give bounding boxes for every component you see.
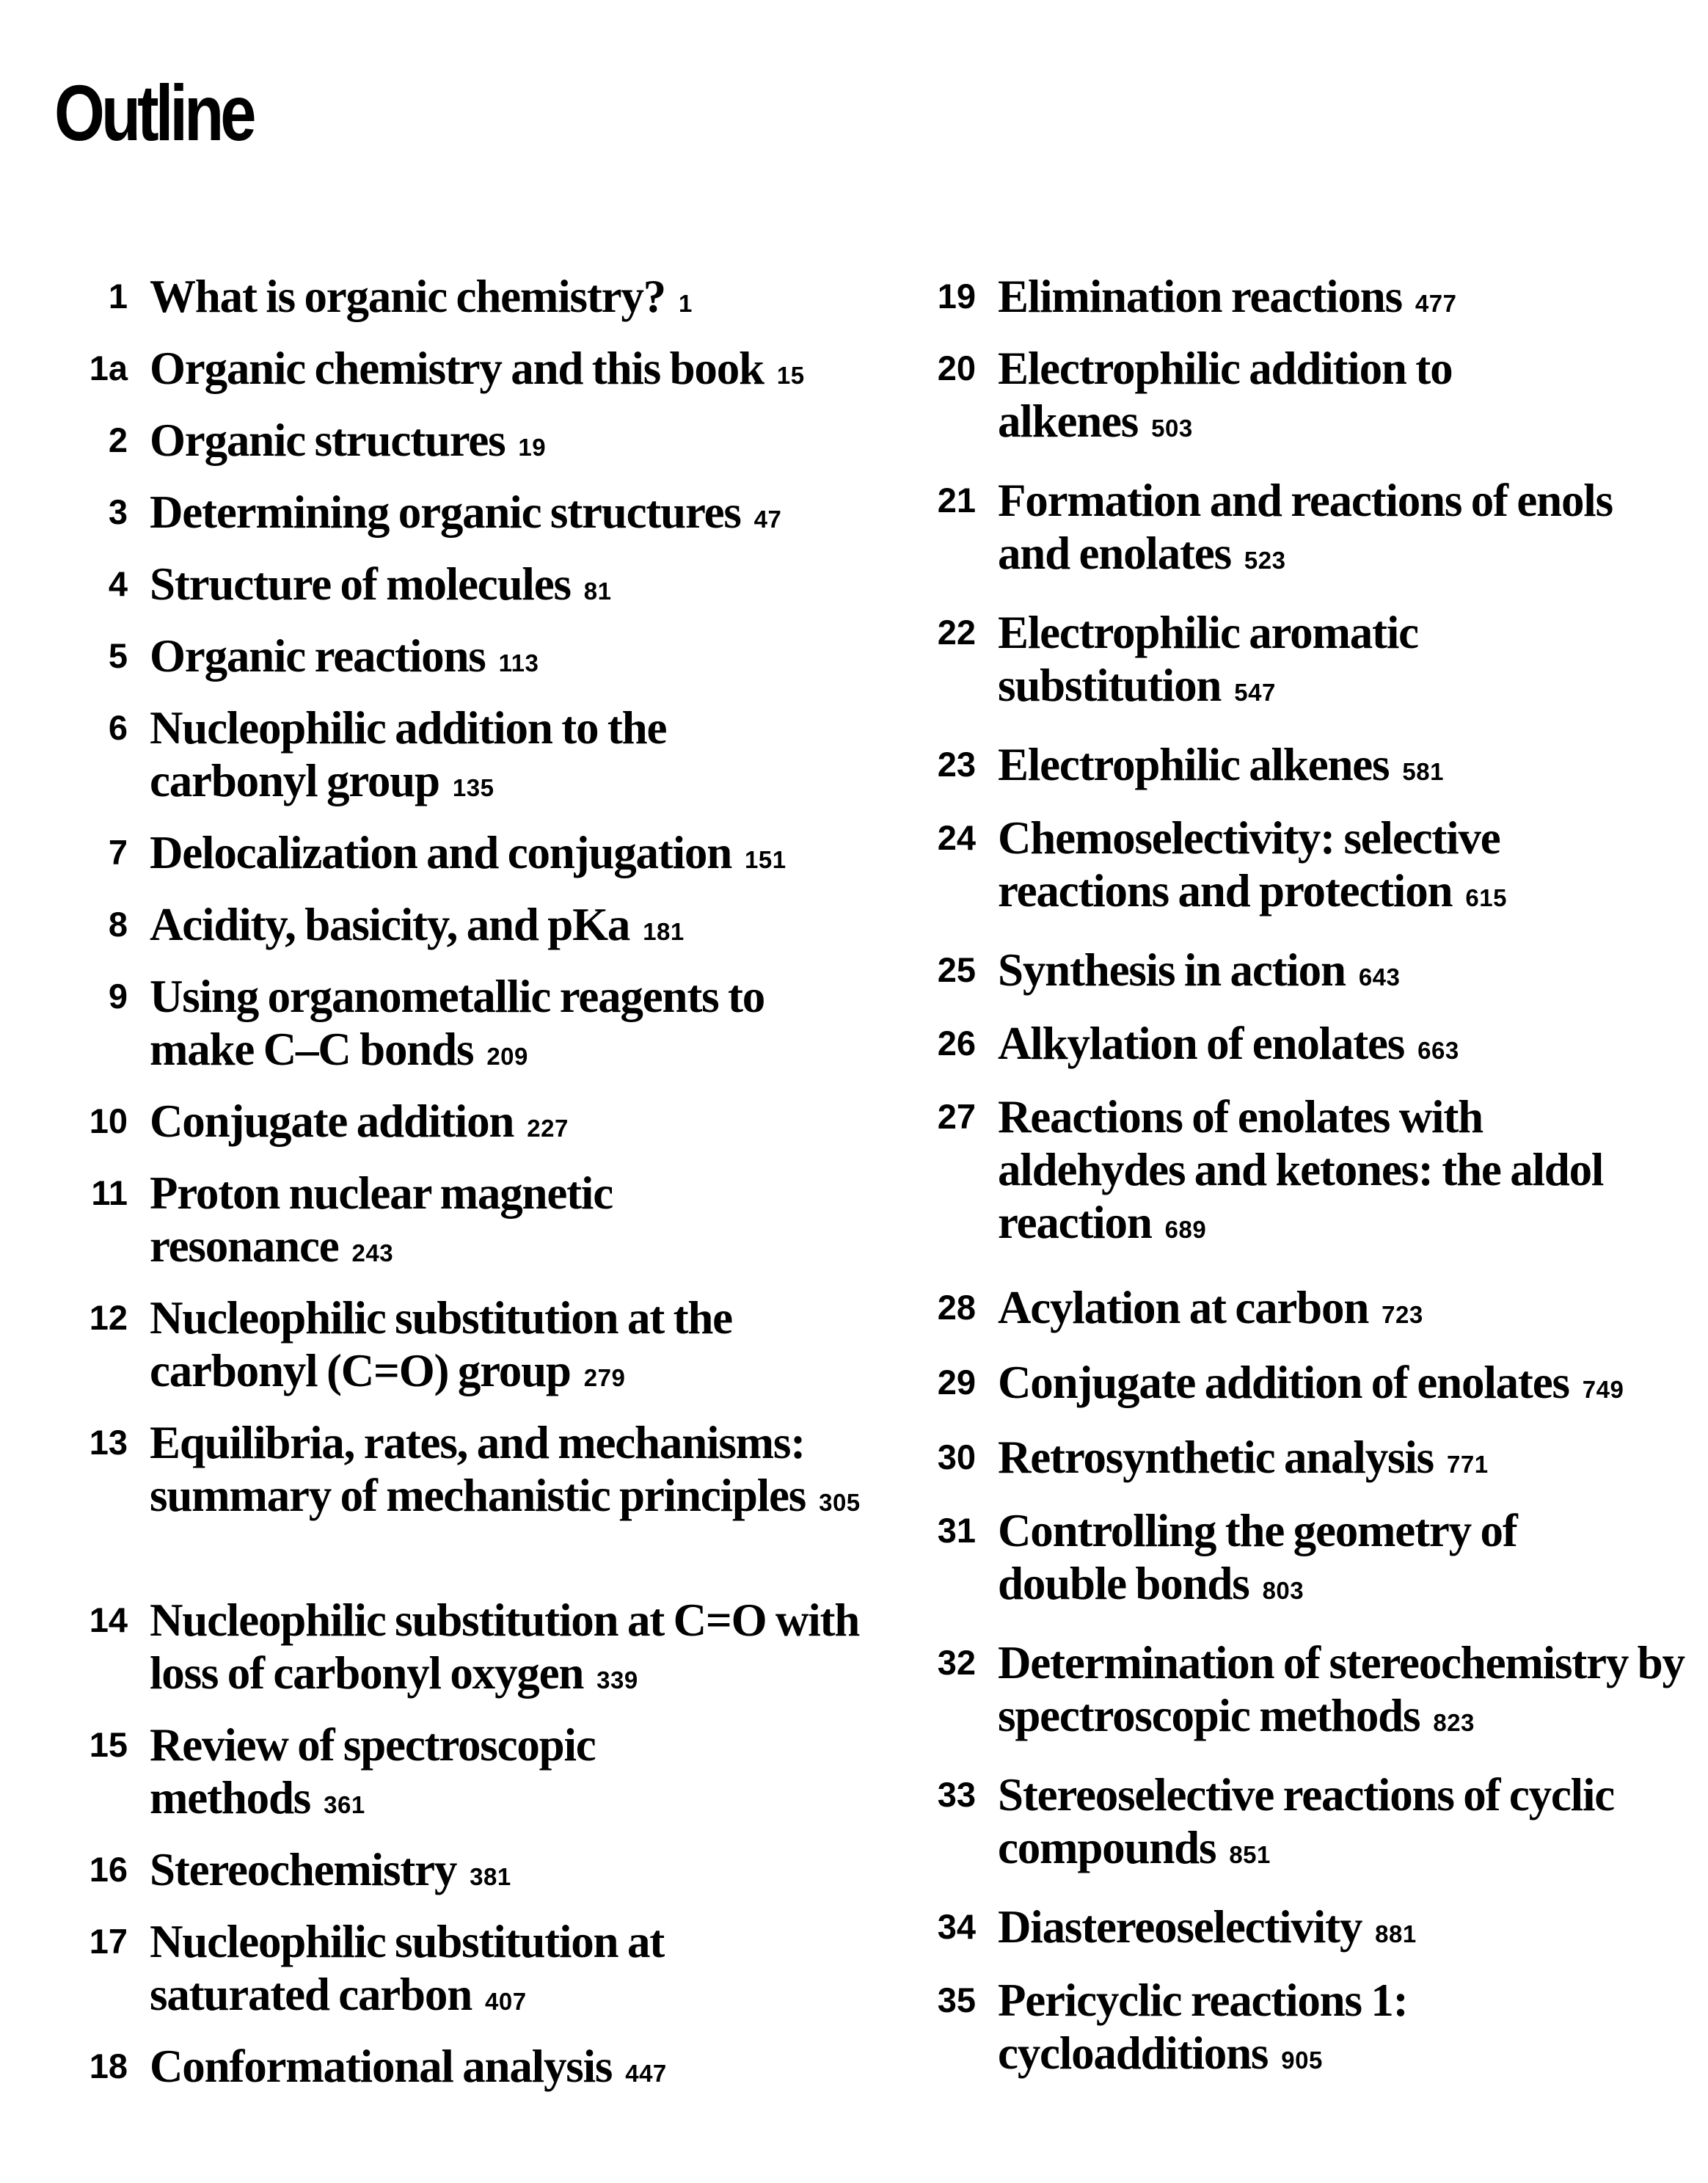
outline-entry <box>902 1974 1497 2087</box>
page-number: 643 <box>1358 963 1401 991</box>
outline-entry <box>902 1636 1708 1749</box>
outline-entry <box>54 630 891 690</box>
page-number: 113 <box>498 649 539 677</box>
chapter-number: 20 <box>937 349 976 387</box>
chapter-number: 22 <box>937 613 976 652</box>
page-title: Outline <box>54 68 253 157</box>
chapter-title-line <box>998 1090 1643 1256</box>
chapter-title: Nucleophilic addition to the carbonyl group <box>150 702 667 806</box>
chapter-title-line <box>150 1719 678 1832</box>
chapter-number: 32 <box>937 1643 976 1682</box>
chapter-title: Acylation at carbon <box>998 1282 1369 1333</box>
page-number: 381 <box>470 1863 511 1890</box>
chapter-title: Structure of molecules <box>150 558 571 610</box>
outline-entry <box>54 414 891 474</box>
chapter-title: Determining organic structures <box>150 486 741 538</box>
outline-entry <box>54 342 891 402</box>
chapter-title-line <box>998 944 1702 1004</box>
chapter-number: 25 <box>937 950 976 989</box>
page-number: 47 <box>753 506 782 533</box>
outline-entry <box>902 1281 1702 1341</box>
outline-entry <box>54 1594 883 1707</box>
chapter-title: Organic structures <box>150 415 506 466</box>
chapter-title: Conjugate addition <box>150 1096 514 1147</box>
chapter-title-line <box>998 1356 1708 1416</box>
chapter-title-line <box>150 1291 832 1404</box>
page-number: 135 <box>452 774 494 801</box>
chapter-number: 30 <box>937 1437 976 1476</box>
chapter-title-line <box>150 342 891 402</box>
chapter-number: 7 <box>108 833 128 872</box>
outline-entry <box>54 826 891 886</box>
chapter-title-line <box>998 1431 1702 1491</box>
chapter-title: Conformational analysis <box>150 2041 613 2092</box>
chapter-number: 4 <box>108 564 128 603</box>
page-number: 151 <box>745 846 787 873</box>
chapter-number: 8 <box>108 905 128 944</box>
chapter-title-line <box>150 1594 883 1707</box>
chapter-number: 28 <box>937 1288 976 1327</box>
chapter-number: 27 <box>937 1097 976 1136</box>
page-number: 615 <box>1465 884 1507 911</box>
outline-entry <box>54 1915 737 2028</box>
chapter-title: Nucleophilic substitution at the carbonyl (C=O) group <box>150 1292 732 1396</box>
chapter-title: Organic chemistry and this book <box>150 343 764 394</box>
chapter-title: Synthesis in action <box>998 944 1346 996</box>
outline-entry <box>54 898 891 958</box>
chapter-title-line <box>150 486 891 546</box>
chapter-number: 24 <box>937 818 976 857</box>
outline-entry <box>902 342 1526 455</box>
chapter-title-line <box>998 606 1497 719</box>
outline-entry <box>902 1356 1708 1416</box>
chapter-title-line <box>150 414 891 474</box>
chapter-number: 21 <box>937 481 976 520</box>
chapter-title: Pericyclic reactions 1: cycloadditions <box>998 1975 1408 2079</box>
chapter-title: Nucleophilic substitution at C=O with loss of carbonyl oxygen <box>150 1595 860 1699</box>
page-number: 361 <box>324 1791 365 1818</box>
page-number: 279 <box>583 1364 626 1391</box>
chapter-title-line <box>998 1636 1708 1749</box>
chapter-title-line <box>998 270 1702 330</box>
page-number: 803 <box>1262 1577 1304 1604</box>
chapter-number: 1 <box>108 277 128 316</box>
outline-entry <box>54 2040 891 2100</box>
chapter-number: 23 <box>937 745 976 784</box>
page-number: 305 <box>819 1489 861 1516</box>
outline-entry <box>902 270 1702 330</box>
outline-entry <box>54 701 737 814</box>
page-number: 523 <box>1244 547 1286 574</box>
chapter-title-line <box>998 342 1526 455</box>
outline-entry <box>902 1768 1702 1881</box>
page-number: 227 <box>527 1115 569 1142</box>
chapter-title-line <box>150 1843 891 1903</box>
outline-entry <box>902 1090 1643 1256</box>
outline-entry <box>902 1431 1702 1491</box>
chapter-title-line <box>998 812 1555 925</box>
chapter-title: Elimination reactions <box>998 271 1402 322</box>
page-number: 823 <box>1433 1709 1475 1736</box>
outline-entry <box>54 558 891 618</box>
page-number: 749 <box>1582 1376 1624 1403</box>
chapter-title-line <box>150 1167 722 1280</box>
chapter-title-line <box>998 1017 1702 1077</box>
chapter-title-line <box>998 738 1702 798</box>
chapter-number: 33 <box>937 1775 976 1814</box>
outline-entry <box>902 812 1555 925</box>
outline-entry <box>54 970 810 1083</box>
chapter-title-line <box>150 1095 891 1155</box>
outline-entry <box>54 1719 678 1832</box>
chapter-title: Controlling the geometry of double bonds <box>998 1505 1517 1609</box>
chapter-title: Formation and reactions of enols and enolates <box>998 475 1613 579</box>
outline-entry <box>902 606 1497 719</box>
page-number: 81 <box>583 577 612 605</box>
page-number: 181 <box>643 918 685 945</box>
chapter-title-line <box>150 826 891 886</box>
outline-entry <box>54 1291 832 1404</box>
chapter-number: 6 <box>108 708 128 747</box>
chapter-title-line <box>150 630 891 690</box>
page-number: 581 <box>1402 758 1444 785</box>
chapter-title-line <box>150 701 737 814</box>
chapter-number: 5 <box>108 636 128 675</box>
chapter-number: 19 <box>937 277 976 316</box>
page-number: 477 <box>1415 290 1457 317</box>
page-number: 663 <box>1417 1037 1459 1064</box>
chapter-number: 16 <box>89 1850 128 1889</box>
outline-entry <box>902 1504 1555 1617</box>
page-number: 1 <box>678 290 693 317</box>
chapter-title-line <box>150 970 810 1083</box>
chapter-title: Electrophilic alkenes <box>998 739 1390 790</box>
chapter-title: Conjugate addition of enolates <box>998 1357 1569 1408</box>
chapter-number: 1a <box>89 349 128 387</box>
outline-entry <box>902 1900 1702 1961</box>
page-number: 851 <box>1229 1841 1271 1868</box>
page-number: 243 <box>351 1239 394 1267</box>
page-number: 407 <box>485 1988 527 2015</box>
chapter-title: Proton nuclear magnetic resonance <box>150 1167 613 1272</box>
chapter-number: 18 <box>89 2047 128 2085</box>
chapter-title-line <box>150 2040 891 2100</box>
outline-entry <box>902 944 1702 1004</box>
chapter-title: Diastereoselectivity <box>998 1901 1362 1953</box>
chapter-title-line <box>998 1504 1555 1617</box>
page-number: 339 <box>596 1666 638 1694</box>
chapter-title-line <box>150 558 891 618</box>
chapter-title: Electrophilic addition to alkenes <box>998 343 1453 447</box>
page-number: 547 <box>1234 679 1276 706</box>
page-number: 19 <box>518 434 547 461</box>
outline-entry <box>54 1167 722 1280</box>
chapter-title: Acidity, basicity, and pKa <box>150 899 630 950</box>
page-number: 771 <box>1446 1451 1489 1478</box>
chapter-title: Determination of stereochemistry by spectroscopic methods <box>998 1637 1685 1741</box>
page-number: 209 <box>486 1043 528 1070</box>
chapter-number: 13 <box>89 1423 128 1462</box>
chapter-title: Reactions of enolates with aldehydes and ketones: the aldol reaction <box>998 1091 1604 1248</box>
outline-entry <box>54 486 891 546</box>
chapter-title-line <box>150 898 891 958</box>
chapter-number: 34 <box>937 1907 976 1946</box>
chapter-title: Equilibria, rates, and mechanisms: summary of mechanistic principles <box>150 1417 806 1521</box>
outline-entry <box>902 738 1702 798</box>
chapter-title: Delocalization and conjugation <box>150 827 732 878</box>
chapter-title-line <box>150 270 891 330</box>
chapter-title: Retrosynthetic analysis <box>998 1432 1434 1483</box>
chapter-number: 15 <box>89 1725 128 1764</box>
chapter-number: 12 <box>89 1298 128 1337</box>
chapter-number: 31 <box>937 1511 976 1550</box>
chapter-title: Organic reactions <box>150 630 486 682</box>
chapter-title: Nucleophilic substitution at saturated carbon <box>150 1916 665 2020</box>
chapter-title-line <box>150 1416 876 1529</box>
chapter-title: Stereoselective reactions of cyclic compounds <box>998 1769 1615 1873</box>
chapter-title: Review of spectroscopic methods <box>150 1719 596 1823</box>
chapter-number: 26 <box>937 1024 976 1063</box>
chapter-title: Using organometallic reagents to make C–C bonds <box>150 971 765 1075</box>
chapter-title: Alkylation of enolates <box>998 1018 1405 1069</box>
chapter-number: 3 <box>108 492 128 531</box>
page-number: 881 <box>1375 1920 1417 1947</box>
chapter-title-line <box>998 1281 1702 1341</box>
outline-entry <box>54 1095 891 1155</box>
chapter-title-line <box>998 1768 1702 1881</box>
chapter-number: 10 <box>89 1101 128 1140</box>
chapter-title-line <box>998 474 1665 587</box>
chapter-title-line <box>150 1915 737 2028</box>
chapter-title: Electrophilic aromatic substitution <box>998 607 1418 711</box>
chapter-title: What is organic chemistry? <box>150 271 665 322</box>
page-number: 723 <box>1382 1301 1423 1328</box>
chapter-number: 35 <box>937 1980 976 2019</box>
chapter-title-line <box>998 1900 1702 1961</box>
outline-entry <box>54 1843 891 1903</box>
outline-entry <box>902 474 1665 587</box>
page-number: 503 <box>1151 415 1193 442</box>
page-number: 905 <box>1281 2047 1323 2074</box>
chapter-number: 9 <box>108 977 128 1016</box>
chapter-number: 2 <box>108 420 128 459</box>
page-number: 689 <box>1164 1216 1207 1243</box>
chapter-number: 11 <box>91 1173 128 1212</box>
outline-entry <box>54 1416 876 1529</box>
outline-entry <box>54 270 891 330</box>
chapter-number: 29 <box>937 1363 976 1402</box>
chapter-title-line <box>998 1974 1497 2087</box>
page-number: 15 <box>776 362 805 389</box>
chapter-number: 14 <box>89 1600 128 1639</box>
page-number: 447 <box>625 2060 667 2087</box>
chapter-title: Chemoselectivity: selective reactions and protection <box>998 812 1500 916</box>
outline-entry <box>902 1017 1702 1077</box>
chapter-number: 17 <box>89 1922 128 1961</box>
chapter-title: Stereochemistry <box>150 1844 457 1895</box>
